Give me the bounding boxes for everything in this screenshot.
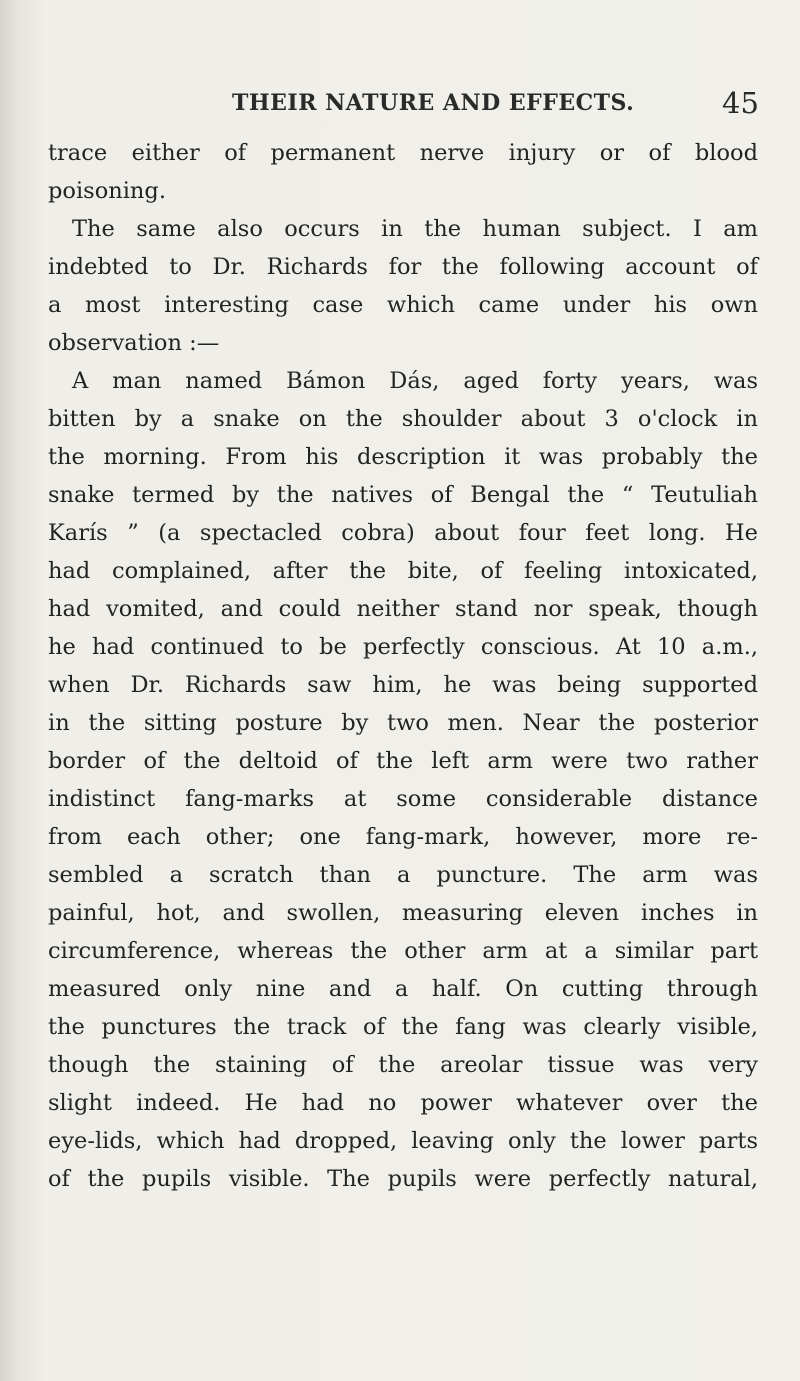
text-line: trace either of permanent nerve injury or of blood	[48, 140, 758, 166]
text-line: painful, hot, and swollen, measuring eleven inches in	[48, 900, 758, 926]
text-line: when Dr. Richards saw him, he was being supported	[48, 672, 758, 698]
text-line: A man named Bámon Dás, aged forty years, was	[72, 368, 758, 394]
text-line: slight indeed. He had no power whatever over the	[48, 1090, 758, 1116]
text-line: of the pupils visible. The pupils were perfectly natural,	[48, 1166, 758, 1192]
text-line: from each other; one fang-mark, however, more re-	[48, 824, 758, 850]
text-line: observation :—	[48, 330, 220, 356]
text-line: had complained, after the bite, of feeling intoxicated,	[48, 558, 758, 584]
text-line: had vomited, and could neither stand nor speak, though	[48, 596, 758, 622]
text-line: Karís ” (a spectacled cobra) about four feet long. He	[48, 520, 758, 546]
text-line: he had continued to be perfectly conscious. At 10 a.m.,	[48, 634, 758, 660]
running-head: THEIR NATURE AND EFFECTS.	[232, 90, 635, 116]
text-line: snake termed by the natives of Bengal the “ Teutuliah	[48, 482, 758, 508]
text-line: circumference, whereas the other arm at a similar part	[48, 938, 758, 964]
page-header	[0, 86, 800, 126]
text-line: though the staining of the areolar tissue was very	[48, 1052, 758, 1078]
text-line: indistinct fang-marks at some considerable distance	[48, 786, 758, 812]
text-line: indebted to Dr. Richards for the following account of	[48, 254, 758, 280]
text-line: eye-lids, which had dropped, leaving only the lower parts	[48, 1128, 758, 1154]
text-line: a most interesting case which came under his own	[48, 292, 758, 318]
text-line: poisoning.	[48, 178, 166, 204]
text-line: measured only nine and a half. On cutting through	[48, 976, 758, 1002]
text-line: border of the deltoid of the left arm were two rather	[48, 748, 758, 774]
text-line: The same also occurs in the human subject. I am	[72, 216, 758, 242]
text-line: the punctures the track of the fang was clearly visible,	[48, 1014, 758, 1040]
text-line: in the sitting posture by two men. Near the posterior	[48, 710, 758, 736]
text-line: sembled a scratch than a puncture. The arm was	[48, 862, 758, 888]
text-line: the morning. From his description it was probably the	[48, 444, 758, 470]
text-line: bitten by a snake on the shoulder about 3 o'clock in	[48, 406, 758, 432]
page-number: 45	[722, 86, 759, 120]
